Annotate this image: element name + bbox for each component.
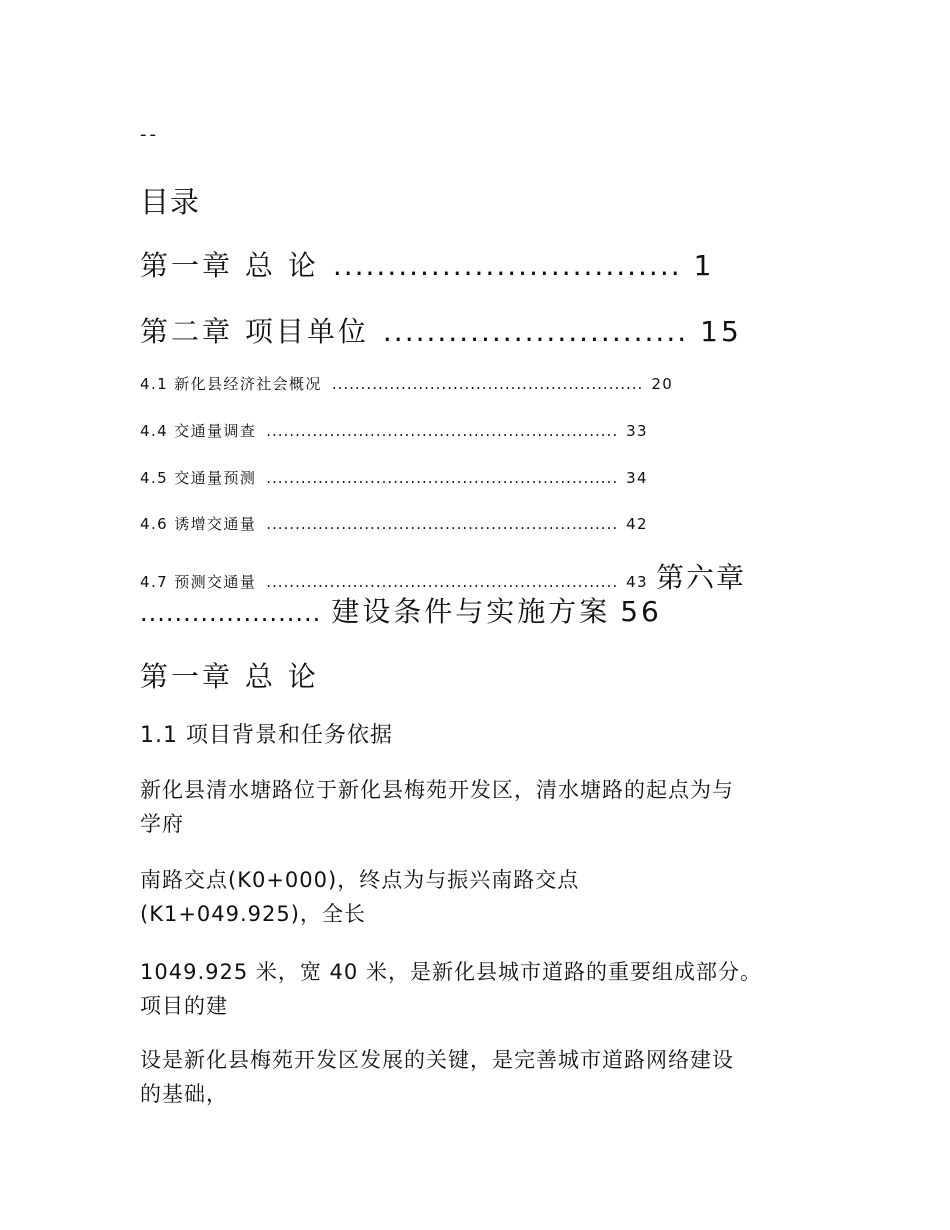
toc-entry-leader: ................................	[332, 249, 682, 282]
body-paragraph-4	[140, 1043, 810, 1111]
toc-entry-4-4[interactable]	[140, 420, 648, 441]
chapter-heading: 第一章 总 论	[140, 660, 319, 693]
toc-entry-chapter-6[interactable]	[140, 590, 662, 630]
toc-entry-leader: .............................................................	[266, 469, 619, 487]
paragraph-line: 1049.925 米，宽 40 米，是新化县城市道路的重要组成部分。	[140, 960, 762, 984]
paragraph-line: 新化县清水塘路位于新化县梅苑开发区，清水塘路的起点为与	[140, 778, 734, 802]
paragraph-line: 南路交点(K0+000)，终点为与振兴南路交点	[140, 868, 580, 892]
toc-entry-leader: .....................	[140, 599, 322, 627]
paragraph-line: 的基础，	[140, 1082, 228, 1106]
toc-entry-leader: .............................................................	[266, 515, 619, 533]
toc-entry-label: 第二章 项目单位	[140, 315, 369, 348]
toc-title: 目录	[140, 185, 201, 219]
toc-entry-page: 1	[693, 249, 715, 282]
body-paragraph-1	[140, 773, 810, 841]
toc-entry-leader: .............................................................	[266, 422, 619, 440]
toc-entry-page: 20	[651, 375, 674, 393]
paragraph-line: 设是新化县梅苑开发区发展的关键，是完善城市道路网络建设	[140, 1048, 734, 1072]
header-dashes: --	[140, 124, 159, 145]
toc-entry-label: 4.1 新化县经济社会概况	[140, 375, 322, 393]
toc-entry-label: 4.7 预测交通量	[140, 573, 257, 591]
toc-entry-4-6[interactable]	[140, 513, 648, 534]
section-heading: 1.1 项目背景和任务依据	[140, 723, 393, 748]
toc-entry-chapter-1[interactable]	[140, 244, 714, 284]
paragraph-line: (K1+049.925)，全长	[140, 902, 366, 926]
toc-entry-trailing-chapter: 第六章	[655, 561, 746, 594]
body-paragraph-2	[140, 863, 810, 931]
paragraph-line: 学府	[140, 812, 184, 836]
toc-entry-label: 第一章 总 论	[140, 249, 319, 282]
toc-entry-label: 4.4 交通量调查	[140, 422, 257, 440]
toc-entry-label: 建设条件与实施方案	[331, 595, 611, 628]
toc-entry-page: 43	[626, 573, 648, 591]
paragraph-line: 项目的建	[140, 994, 228, 1018]
toc-entry-4-5[interactable]	[140, 467, 648, 488]
toc-entry-leader: ............................	[382, 315, 689, 348]
toc-entry-page: 42	[626, 515, 648, 533]
toc-entry-leader: .............................................................	[266, 573, 619, 591]
toc-entry-chapter-2[interactable]	[140, 310, 742, 350]
toc-entry-4-1[interactable]	[140, 373, 673, 394]
toc-entry-page: 34	[626, 469, 648, 487]
toc-entry-leader: ......................................................	[331, 375, 644, 393]
toc-entry-page: 56	[620, 595, 662, 628]
toc-entry-label: 4.5 交通量预测	[140, 469, 257, 487]
toc-entry-label: 4.6 诱增交通量	[140, 515, 257, 533]
body-paragraph-3	[140, 955, 810, 1023]
toc-entry-page: 33	[626, 422, 648, 440]
toc-entry-page: 15	[700, 315, 742, 348]
